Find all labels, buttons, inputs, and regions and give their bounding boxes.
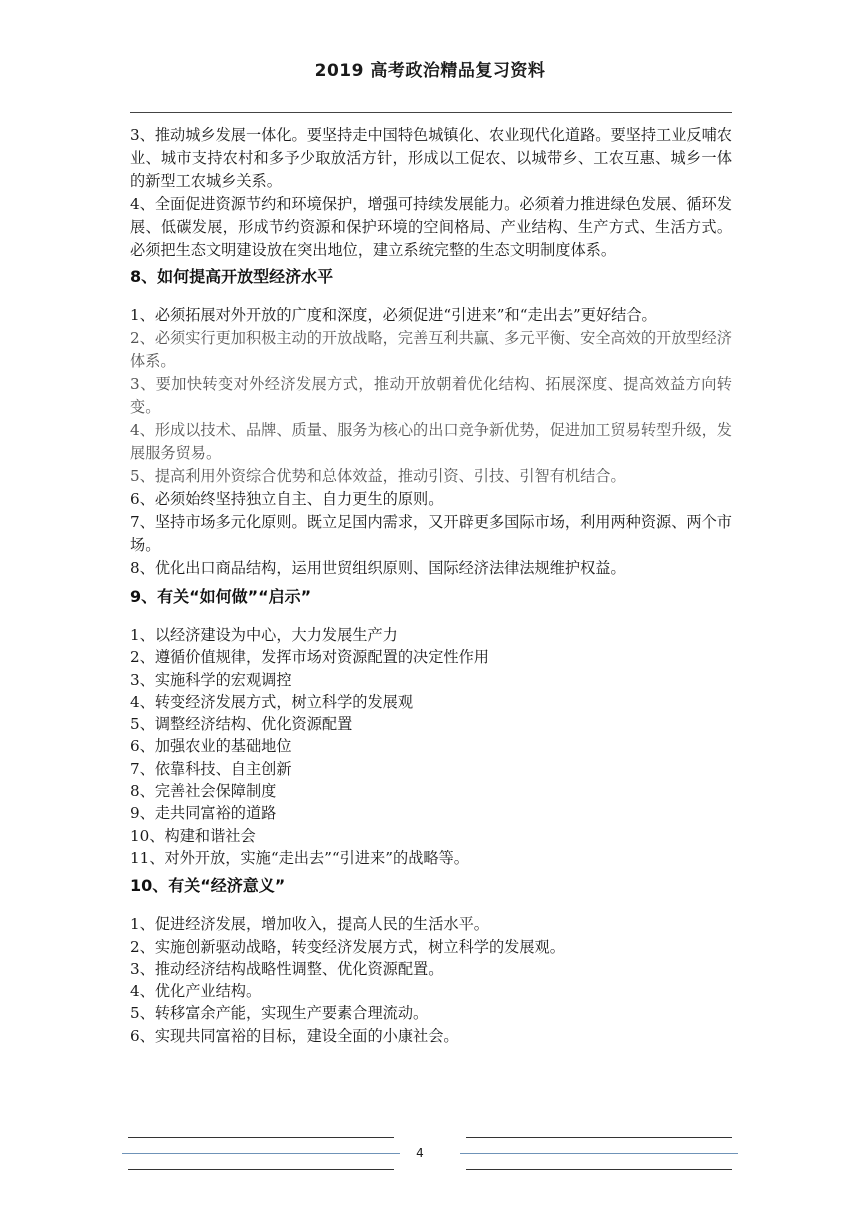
section-9-item: 5、调整经济结构、优化资源配置 — [130, 715, 353, 734]
section-9-item: 10、构建和谐社会 — [130, 826, 256, 845]
section-8-item: 5、提高利用外资综合优势和总体效益，推动引资、引技、引智有机结合。 — [130, 467, 626, 485]
footer-rule-blue-right — [460, 1153, 738, 1154]
section-10-item: 1、促进经济发展，增加收入，提高人民的生活水平。 — [130, 915, 489, 934]
footer-rule-bottom-right — [466, 1169, 732, 1170]
footer-rule-top-left — [128, 1137, 394, 1138]
section-8-item: 4、形成以技术、品牌、质量、服务为核心的出口竞争新优势，促进加工贸易转型升级，发展服务贸易。 — [130, 421, 732, 462]
section-8-item: 1、必须拓展对外开放的广度和深度，必须促进“引进来”和“走出去”更好结合。 — [130, 306, 657, 324]
section-10-item: 4、优化产业结构。 — [130, 982, 262, 1001]
paragraph-urban-rural: 3、推动城乡发展一体化。要坚持走中国特色城镇化、农业现代化道路。要坚持工业反哺农业、城市支持农村和多予少取放活方针，形成以工促农、以城带乡、工农互惠、城乡一体的新型工农城乡关系。 — [130, 126, 732, 190]
section-8-item: 3、要加快转变对外经济发展方式，推动开放朝着优化结构、拓展深度、提高效益方向转变。 — [130, 375, 732, 416]
section-8-item: 6、必须始终坚持独立自主、自力更生的原则。 — [130, 490, 444, 508]
footer-rule-blue-left — [122, 1153, 400, 1154]
section-10-item: 6、实现共同富裕的目标，建设全面的小康社会。 — [130, 1026, 459, 1045]
section-9-item: 2、遵循价值规律，发挥市场对资源配置的决定性作用 — [130, 648, 489, 667]
footer-rule-bottom-left — [128, 1169, 394, 1170]
section-9-item: 3、实施科学的宏观调控 — [130, 670, 292, 689]
section-9-item: 1、以经济建设为中心，大力发展生产力 — [130, 626, 398, 644]
page-header-title: 2019 高考政治精品复习资料 — [314, 61, 546, 81]
page-number: 4 — [416, 1146, 424, 1160]
section-9-item: 9、走共同富裕的道路 — [130, 804, 277, 823]
section-9-item: 4、转变经济发展方式，树立科学的发展观 — [130, 692, 414, 711]
section-10-item: 5、转移富余产能，实现生产要素合理流动。 — [130, 1004, 429, 1023]
section-9-heading: 9、有关“如何做”“启示” — [130, 587, 312, 606]
section-10-item: 3、推动经济结构战略性调整、优化资源配置。 — [130, 959, 444, 978]
section-9-item: 11、对外开放，实施“走出去”“引进来”的战略等。 — [130, 848, 469, 867]
section-9-item: 7、依靠科技、自主创新 — [130, 759, 292, 778]
section-10-heading: 10、有关“经济意义” — [130, 876, 286, 896]
section-8-item: 8、优化出口商品结构，运用世贸组织原则、国际经济法律法规维护权益。 — [130, 559, 626, 577]
paragraph-resource-environment: 4、全面促进资源节约和环境保护，增强可持续发展能力。必须着力推进绿色发展、循环发展、低碳发展，形成节约资源和保护环境的空间格局、产业结构、生产方式、生活方式。必须把生态文明建设放在突出地位，建立系统完整的生态文明制度体系。 — [130, 195, 732, 259]
document-body — [130, 124, 732, 1047]
header-divider — [130, 112, 732, 113]
section-9-item: 6、加强农业的基础地位 — [130, 737, 292, 756]
footer-rule-top-right — [466, 1137, 732, 1138]
section-8-item: 2、必须实行更加积极主动的开放战略，完善互利共赢、多元平衡、安全高效的开放型经济体系。 — [130, 329, 732, 370]
section-10-item: 2、实施创新驱动战略，转变经济发展方式，树立科学的发展观。 — [130, 937, 565, 956]
section-9-item: 8、完善社会保障制度 — [130, 782, 277, 801]
section-8-item: 7、坚持市场多元化原则。既立足国内需求，又开辟更多国际市场，利用两种资源、两个市场。 — [130, 513, 732, 554]
section-8-heading: 8、如何提高开放型经济水平 — [130, 267, 334, 286]
